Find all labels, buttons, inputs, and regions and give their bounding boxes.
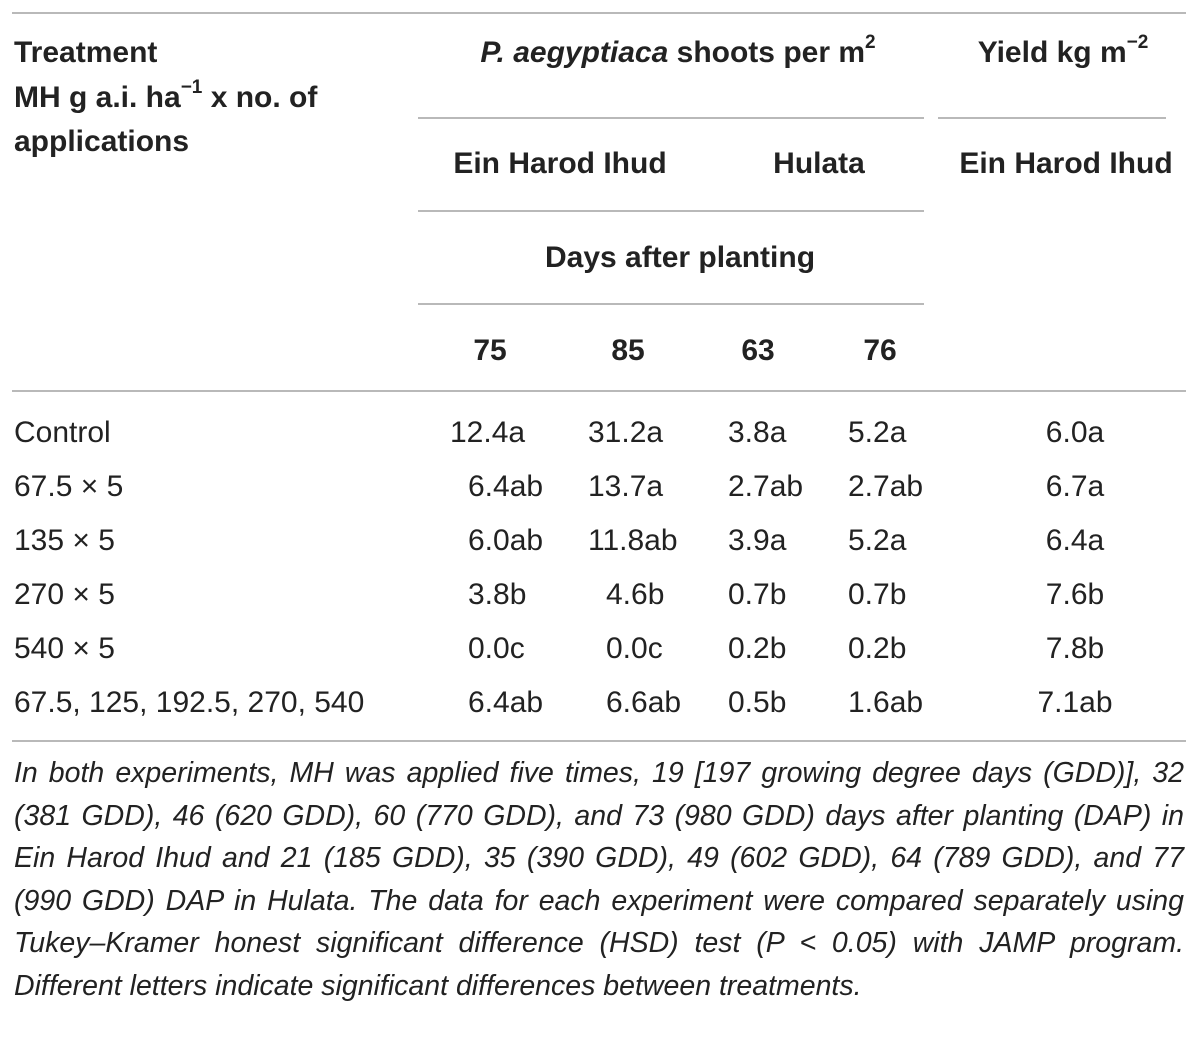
treatment-cell: Control bbox=[14, 416, 111, 449]
value-cell-d75: 0.0c bbox=[468, 632, 525, 665]
treatment-header-line2 bbox=[14, 77, 318, 115]
yield-header-exponent: −2 bbox=[1126, 32, 1149, 53]
value-cell-d75: 3.8b bbox=[468, 578, 527, 611]
shoots-header-text: shoots per m bbox=[668, 36, 866, 69]
value-cell-d76: 1.6ab bbox=[848, 686, 924, 719]
value-cell-d76: 0.7b bbox=[848, 578, 907, 611]
site-header-yield-ein-harod: Ein Harod Ihud bbox=[959, 147, 1173, 180]
site-rule bbox=[418, 210, 924, 212]
yield-cell: 6.7a bbox=[1045, 470, 1105, 503]
treatment-unit-suffix: x no. of bbox=[202, 81, 318, 114]
value-cell-d63: 0.5b bbox=[728, 686, 787, 719]
value-cell-d63: 0.2b bbox=[728, 632, 787, 665]
value-cell-d85: 11.8ab bbox=[588, 524, 678, 557]
day-header-75: 75 bbox=[473, 334, 507, 367]
treatment-cell: 540 × 5 bbox=[14, 632, 115, 665]
value-cell-d85: 4.6b bbox=[606, 578, 665, 611]
treatment-unit-exponent: −1 bbox=[180, 77, 203, 98]
yield-cell: 7.6b bbox=[1045, 578, 1105, 611]
yield-header-text: Yield kg m bbox=[977, 36, 1127, 69]
treatment-cell: 270 × 5 bbox=[14, 578, 115, 611]
day-header-76: 76 bbox=[863, 334, 897, 367]
value-cell-d75: 6.0ab bbox=[468, 524, 544, 557]
table-bottom-rule bbox=[12, 740, 1186, 742]
treatment-header-line1: Treatment bbox=[14, 36, 158, 69]
value-cell-d76: 0.2b bbox=[848, 632, 907, 665]
yield-cell: 6.4a bbox=[1045, 524, 1105, 557]
value-cell-d85: 6.6ab bbox=[606, 686, 682, 719]
table-footnote: In both experiments, MH was applied five times, 19 [197 growing degree days (GDD)], 32 (381 GDD), 46 (620 GDD), 60 (770 GDD), and 73 (980 GDD) days after planting (DAP) in Ein Harod Ihud and 21 (185 GDD), 35 (390 GDD), 49 (602 GDD), 64 (789 GDD), and 77 (990 GDD) DAP in Hulata. The data for each experiment were compared separately using Tukey–Kramer honest significant difference (HSD) test (P < 0.05) with JAMP program. Different letters indicate significant differences between treatments. bbox=[14, 757, 1184, 1002]
value-cell-d76: 5.2a bbox=[848, 416, 907, 449]
treatment-cell: 67.5 × 5 bbox=[14, 470, 124, 503]
treatment-unit-text: MH g a.i. ha bbox=[14, 81, 181, 114]
value-cell-d75: 6.4ab bbox=[468, 686, 544, 719]
yield-cell: 7.8b bbox=[1045, 632, 1105, 665]
header-bottom-rule bbox=[12, 390, 1186, 392]
yield-cell: 7.1ab bbox=[1037, 686, 1113, 719]
value-cell-d85: 0.0c bbox=[606, 632, 663, 665]
value-cell-d63: 3.9a bbox=[728, 524, 787, 557]
shoots-header bbox=[418, 32, 938, 70]
treatment-cell: 67.5, 125, 192.5, 270, 540 bbox=[14, 686, 365, 719]
site-header-hulata: Hulata bbox=[773, 147, 865, 180]
shoots-rule bbox=[418, 117, 924, 119]
treatment-header-line3: applications bbox=[14, 125, 190, 158]
value-cell-d76: 5.2a bbox=[848, 524, 907, 557]
value-cell-d75: 12.4a bbox=[450, 416, 526, 449]
value-cell-d63: 0.7b bbox=[728, 578, 787, 611]
days-rule bbox=[418, 303, 924, 305]
value-cell-d63: 3.8a bbox=[728, 416, 787, 449]
days-after-planting-header: Days after planting bbox=[544, 241, 816, 274]
value-cell-d85: 31.2a bbox=[588, 416, 664, 449]
species-name: P. aegyptiaca bbox=[480, 36, 669, 69]
shoots-header-exponent: 2 bbox=[865, 32, 876, 53]
top-rule bbox=[12, 12, 1186, 14]
day-header-85: 85 bbox=[611, 334, 645, 367]
yield-rule bbox=[938, 117, 1166, 119]
value-cell-d75: 6.4ab bbox=[468, 470, 544, 503]
value-cell-d76: 2.7ab bbox=[848, 470, 924, 503]
day-header-63: 63 bbox=[741, 334, 775, 367]
value-cell-d63: 2.7ab bbox=[728, 470, 804, 503]
yield-header bbox=[948, 32, 1178, 70]
yield-cell: 6.0a bbox=[1045, 416, 1105, 449]
value-cell-d85: 13.7a bbox=[588, 470, 664, 503]
site-header-ein-harod: Ein Harod Ihud bbox=[453, 147, 667, 180]
treatment-cell: 135 × 5 bbox=[14, 524, 115, 557]
